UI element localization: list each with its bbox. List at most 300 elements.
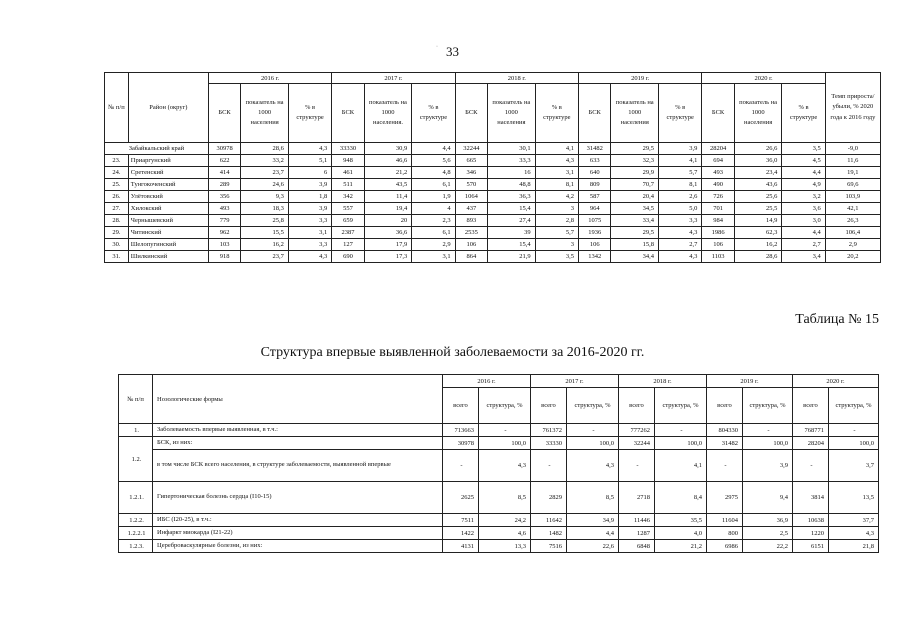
data-cell: 690 [332,251,364,263]
total-subheader: всего [793,388,829,424]
row-number: 29. [105,227,129,239]
rate-subheader: показатель на 1000 населения [488,84,536,143]
data-cell: 8,5 [479,482,531,514]
data-cell: 809 [578,179,610,191]
data-cell: 30,9 [364,143,412,155]
table-row [105,155,881,167]
struct-subheader: % в структуре [659,84,702,143]
data-cell: 48,8 [488,179,536,191]
num-header: № п/п [105,73,129,143]
row-number: 1.2.3. [119,540,153,553]
data-cell: 36,0 [734,155,782,167]
table-row [105,251,881,263]
data-cell: 34,5 [611,203,659,215]
data-cell: 8,5 [567,482,619,514]
data-cell: 3,3 [288,215,331,227]
data-cell: 587 [578,191,610,203]
year-header: 2017 г. [531,375,619,388]
year-header: 2017 г. [332,73,455,84]
data-cell: 493 [208,203,240,215]
data-cell: 3,9 [288,203,331,215]
growth-cell: 42,1 [825,203,880,215]
data-cell: 2625 [443,482,479,514]
row-number: 26. [105,191,129,203]
nosology-name: БСК, из них: [153,437,443,450]
total-subheader: всего [707,388,743,424]
district-bsk-table [104,72,881,263]
data-cell: 11604 [707,514,743,527]
data-cell: 23,7 [241,167,289,179]
table-row [119,437,879,450]
total-subheader: всего [531,388,567,424]
data-cell: 4,4 [782,227,825,239]
data-cell: 1220 [793,527,829,540]
data-cell: 4,3 [288,143,331,155]
data-cell: 3,9 [743,450,793,482]
data-cell: 23,4 [734,167,782,179]
data-cell: 964 [578,203,610,215]
data-cell: 3,1 [412,251,455,263]
row-number: 31. [105,251,129,263]
data-cell: 356 [208,191,240,203]
data-cell: 20,4 [611,191,659,203]
data-cell: 13,3 [479,540,531,553]
data-cell: 62,3 [734,227,782,239]
data-cell: 3,6 [782,203,825,215]
data-cell: 8,4 [655,482,707,514]
data-cell: 4,0 [655,527,707,540]
data-cell: 15,4 [488,239,536,251]
data-cell: 18,3 [241,203,289,215]
data-cell: 106 [455,239,487,251]
district-name: Тунгокоченский [128,179,208,191]
data-cell: 100,0 [567,437,619,450]
data-cell: 27,4 [488,215,536,227]
table-row [119,450,879,482]
year-header: 2019 г. [578,73,701,84]
data-cell: - [707,450,743,482]
data-cell: 22,6 [567,540,619,553]
data-cell: 7516 [531,540,567,553]
data-cell: 3,2 [782,191,825,203]
year-header: 2016 г. [208,73,331,84]
data-cell: 30,1 [488,143,536,155]
data-cell: 32,3 [611,155,659,167]
data-cell: 511 [332,179,364,191]
data-cell: 4,6 [479,527,531,540]
data-cell: 4,3 [535,155,578,167]
table-row [105,203,881,215]
data-cell: 16 [488,167,536,179]
data-cell: 3 [535,239,578,251]
data-cell: 30978 [443,437,479,450]
struct-subheader: структура, % [479,388,531,424]
data-cell: 701 [702,203,734,215]
data-cell: 4,2 [535,191,578,203]
data-cell: 103 [208,239,240,251]
data-cell: 1342 [578,251,610,263]
table-row [105,179,881,191]
data-cell: 893 [455,215,487,227]
data-cell: 4,3 [567,450,619,482]
data-cell: 768771 [793,424,829,437]
nosology-name: Цереброваскулярные болезни, из них: [153,540,443,553]
data-cell: 1,9 [412,191,455,203]
data-cell: 864 [455,251,487,263]
data-cell: 4,3 [659,227,702,239]
district-name: Улётовский [128,191,208,203]
row-number: 23. [105,155,129,167]
data-cell: 2,7 [659,239,702,251]
total-subheader: всего [443,388,479,424]
data-cell: 984 [702,215,734,227]
data-cell: 16,2 [241,239,289,251]
row-number: 1.2.2.1 [119,527,153,540]
data-cell: 43,5 [364,179,412,191]
year-header: 2020 г. [793,375,879,388]
data-cell: 25,8 [241,215,289,227]
data-cell: 2387 [332,227,364,239]
data-cell: 70,7 [611,179,659,191]
district-rows [105,143,881,263]
data-cell: 2,7 [782,239,825,251]
row-number: 1.2.1. [119,482,153,514]
data-cell: 33,3 [488,155,536,167]
data-cell: 2829 [531,482,567,514]
data-cell: 33330 [332,143,364,155]
data-cell: 100,0 [743,437,793,450]
data-cell: 918 [208,251,240,263]
nosology-name: ИБС (I20-25), в т.ч.: [153,514,443,527]
data-cell: 14,9 [734,215,782,227]
growth-cell: 2,9 [825,239,880,251]
data-cell: 3,0 [782,215,825,227]
growth-cell: 69,6 [825,179,880,191]
data-cell: 4 [412,203,455,215]
data-cell: 2,9 [412,239,455,251]
year-header: 2019 г. [707,375,793,388]
data-cell: 29,5 [611,143,659,155]
data-cell: 2718 [619,482,655,514]
struct-subheader: % в структуре [782,84,825,143]
data-cell: 804330 [707,424,743,437]
row-number: 1.2. [119,437,153,482]
district-name: Хилокский [128,203,208,215]
table-row [105,191,881,203]
data-cell: 4,3 [479,450,531,482]
data-cell: 622 [208,155,240,167]
data-cell: - [829,424,879,437]
data-cell: 6151 [793,540,829,553]
data-cell: 29,9 [611,167,659,179]
growth-cell: 103,9 [825,191,880,203]
data-cell: 289 [208,179,240,191]
row-number: 30. [105,239,129,251]
data-cell: 2975 [707,482,743,514]
data-cell: 5,7 [535,227,578,239]
data-cell: 28204 [702,143,734,155]
growth-cell: 106,4 [825,227,880,239]
year-header: 2018 г. [455,73,578,84]
table-row [105,167,881,179]
data-cell: 4,9 [782,179,825,191]
data-cell: - [619,450,655,482]
data-cell: 713663 [443,424,479,437]
data-cell: 28,6 [241,143,289,155]
data-cell: 25,6 [734,191,782,203]
struct-subheader: структура, % [743,388,793,424]
rate-subheader: показатель на 1000 населения [734,84,782,143]
data-cell: 29,5 [611,227,659,239]
data-cell: 16,2 [734,239,782,251]
data-cell: 659 [332,215,364,227]
data-cell: 6 [288,167,331,179]
data-cell: 3,5 [782,143,825,155]
data-cell: 33,2 [241,155,289,167]
growth-cell: -9,0 [825,143,880,155]
data-cell: 33330 [531,437,567,450]
data-cell: 570 [455,179,487,191]
data-cell: 21,2 [655,540,707,553]
data-cell: 3 [535,203,578,215]
data-cell: 20 [364,215,412,227]
data-cell: 6,1 [412,179,455,191]
data-cell: 1064 [455,191,487,203]
data-cell: 2,8 [535,215,578,227]
data-cell: 15,5 [241,227,289,239]
data-cell: 557 [332,203,364,215]
table-title: Структура впервые выявленной заболеваемости за 2016-2020 гг. [260,345,645,360]
data-cell: 3,4 [782,251,825,263]
data-cell: 31482 [578,143,610,155]
table-label: Таблица № 15 [795,312,879,327]
data-cell: 1482 [531,527,567,540]
data-cell: 10638 [793,514,829,527]
rate-subheader: показатель на 1000 населения. [364,84,412,143]
data-cell: 3,1 [535,167,578,179]
data-cell: 32244 [619,437,655,450]
data-cell: 31482 [707,437,743,450]
table-row [105,143,881,155]
district-name: Чернышевский [128,215,208,227]
data-cell: 17,9 [364,239,412,251]
struct-subheader: % в структуре [288,84,331,143]
data-cell: 5,7 [659,167,702,179]
data-cell: 100,0 [829,437,879,450]
table-row [105,239,881,251]
data-cell: 100,0 [655,437,707,450]
morbidity-rows [119,424,879,553]
district-name: Шилкинский [128,251,208,263]
data-cell: 34,4 [611,251,659,263]
data-cell: 4,5 [782,155,825,167]
data-cell: 11642 [531,514,567,527]
growth-cell: 20,2 [825,251,880,263]
row-number: 27. [105,203,129,215]
data-cell: 15,8 [611,239,659,251]
data-cell: 22,2 [743,540,793,553]
data-cell: 4131 [443,540,479,553]
data-cell: 633 [578,155,610,167]
data-cell: 640 [578,167,610,179]
data-cell: 24,6 [241,179,289,191]
data-cell: 2,6 [659,191,702,203]
data-cell: - [531,450,567,482]
data-cell: 37,7 [829,514,879,527]
data-cell: 21,9 [488,251,536,263]
region-total-label: Забайкальский край [105,143,209,155]
data-cell: 437 [455,203,487,215]
data-cell: 2535 [455,227,487,239]
data-cell: 665 [455,155,487,167]
data-cell: 3,3 [659,215,702,227]
data-cell: 33,4 [611,215,659,227]
data-cell: 106 [702,239,734,251]
data-cell: - [655,424,707,437]
struct-subheader: % в структуре [412,84,455,143]
data-cell: 13,5 [829,482,879,514]
struct-subheader: структура, % [567,388,619,424]
data-cell: 3814 [793,482,829,514]
growth-header: Темп прироста/ убыли, % 2020 года к 2016 году [825,73,880,143]
data-cell: 761372 [531,424,567,437]
row-number: 25. [105,179,129,191]
data-cell: 9,4 [743,482,793,514]
data-cell: 3,9 [288,179,331,191]
data-cell: 962 [208,227,240,239]
data-cell: 36,6 [364,227,412,239]
data-cell: 493 [702,167,734,179]
data-cell: 948 [332,155,364,167]
bsk-subheader: БСК [702,84,734,143]
data-cell: 17,3 [364,251,412,263]
data-cell: 6986 [707,540,743,553]
data-cell: 4,4 [782,167,825,179]
data-cell: 26,6 [734,143,782,155]
data-cell: 6,1 [412,227,455,239]
data-cell: 4,3 [288,251,331,263]
data-cell: 21,2 [364,167,412,179]
data-cell: 4,8 [412,167,455,179]
data-cell: 30978 [208,143,240,155]
nosology-name: Заболеваемость впервые выявленная, в т.ч.: [153,424,443,437]
district-header: Район (округ) [128,73,208,143]
data-cell: 5,0 [659,203,702,215]
data-cell: 46,6 [364,155,412,167]
data-cell: 4,4 [567,527,619,540]
data-cell: 414 [208,167,240,179]
data-cell: 3,5 [535,251,578,263]
data-cell: 9,3 [241,191,289,203]
data-cell: 25,5 [734,203,782,215]
table-row [119,482,879,514]
data-cell: 43,6 [734,179,782,191]
struct-subheader: % в структуре [535,84,578,143]
rate-subheader: показатель на 1000 населения [241,84,289,143]
data-cell: 2,3 [412,215,455,227]
nosology-name: Инфаркт миокарда (I21-22) [153,527,443,540]
struct-subheader: структура, % [655,388,707,424]
data-cell: 1287 [619,527,655,540]
district-name: Приаргунский [128,155,208,167]
data-cell: 32244 [455,143,487,155]
table-row [105,227,881,239]
rate-subheader: показатель на 1000 населения [611,84,659,143]
table-row [105,215,881,227]
data-cell: 1936 [578,227,610,239]
bsk-subheader: БСК [208,84,240,143]
page-number: 33 [446,44,459,59]
bsk-subheader: БСК [332,84,364,143]
data-cell: 3,7 [829,450,879,482]
num-header: № п/п [119,375,153,424]
data-cell: 11446 [619,514,655,527]
row-number: 24. [105,167,129,179]
year-header: 2018 г. [619,375,707,388]
data-cell: 7511 [443,514,479,527]
data-cell: - [443,450,479,482]
data-cell: 106 [578,239,610,251]
data-cell: 490 [702,179,734,191]
data-cell: 5,6 [412,155,455,167]
data-cell: 3,9 [659,143,702,155]
data-cell: - [743,424,793,437]
data-cell: 34,9 [567,514,619,527]
data-cell: 4,1 [655,450,707,482]
table-row [119,527,879,540]
data-cell: 35,5 [655,514,707,527]
data-cell: 342 [332,191,364,203]
data-cell: 5,1 [288,155,331,167]
data-cell: 23,7 [241,251,289,263]
data-cell: 4,4 [412,143,455,155]
data-cell: 19,4 [364,203,412,215]
growth-cell: 19,1 [825,167,880,179]
data-cell: 11,4 [364,191,412,203]
nosology-name: Гипертоническая болезнь сердца (I10-15) [153,482,443,514]
data-cell: 15,4 [488,203,536,215]
forms-header: Нозологические формы [153,375,443,424]
data-cell: 1103 [702,251,734,263]
district-name: Сретенский [128,167,208,179]
data-cell: 39 [488,227,536,239]
growth-cell: 11,6 [825,155,880,167]
year-header: 2020 г. [702,73,825,84]
data-cell: 3,1 [288,227,331,239]
data-cell: 28204 [793,437,829,450]
data-cell: 1422 [443,527,479,540]
data-cell: - [793,450,829,482]
data-cell: 4,3 [659,251,702,263]
scan-dot: · [436,44,438,50]
data-cell: 21,8 [829,540,879,553]
data-cell: 4,1 [535,143,578,155]
data-cell: 800 [707,527,743,540]
data-cell: 8,1 [659,179,702,191]
data-cell: 8,1 [535,179,578,191]
data-cell: 726 [702,191,734,203]
district-name: Шелопугинский [128,239,208,251]
district-name: Читинский [128,227,208,239]
bsk-subheader: БСК [455,84,487,143]
data-cell: - [567,424,619,437]
data-cell: 36,3 [488,191,536,203]
morbidity-structure-table [118,374,879,553]
data-cell: 6848 [619,540,655,553]
data-cell: 777262 [619,424,655,437]
table-row [119,540,879,553]
struct-subheader: структура, % [829,388,879,424]
